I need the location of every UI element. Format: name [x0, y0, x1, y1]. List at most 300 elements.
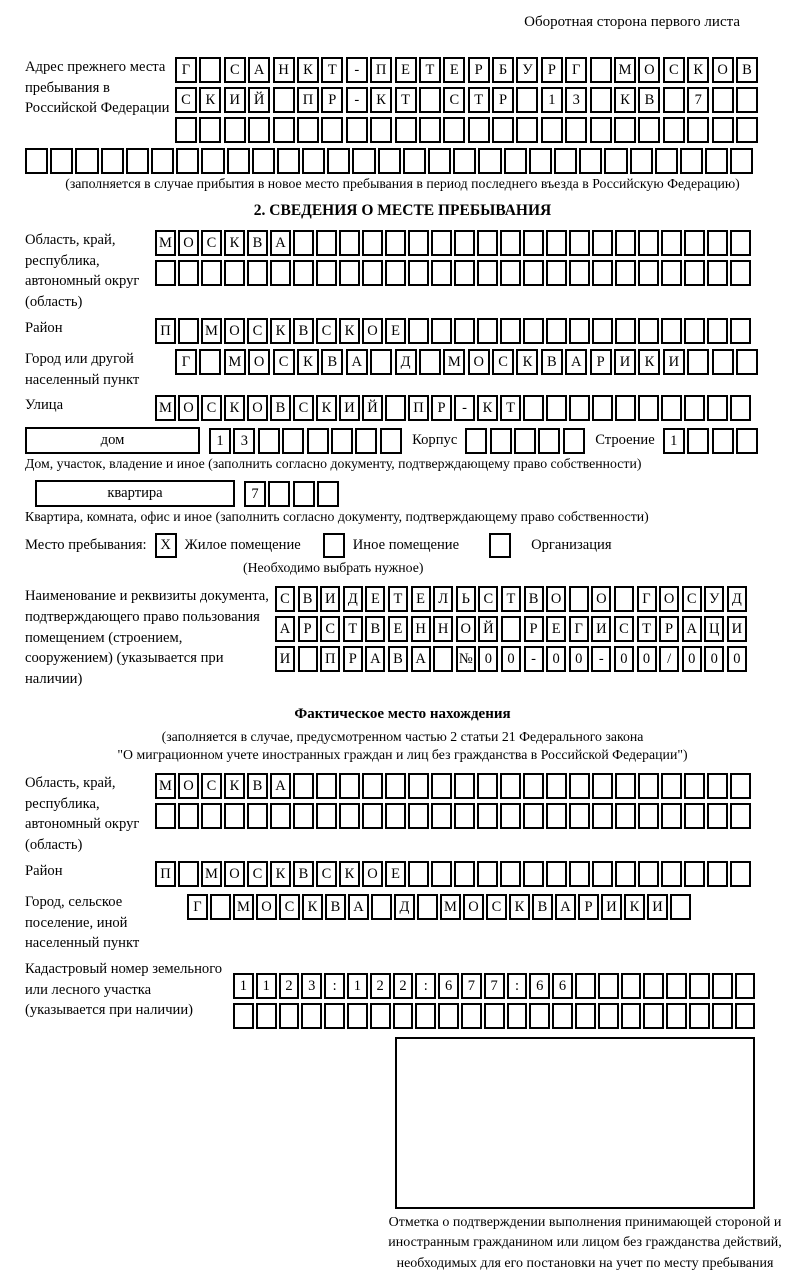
char-box[interactable] [431, 230, 452, 256]
char-box[interactable] [592, 803, 613, 829]
char-box[interactable]: 1 [347, 973, 368, 999]
char-box[interactable]: 0 [569, 646, 589, 672]
char-box[interactable]: П [320, 646, 340, 672]
char-box[interactable] [630, 148, 653, 174]
char-box[interactable] [546, 803, 567, 829]
char-box[interactable] [178, 803, 199, 829]
char-box[interactable] [293, 481, 315, 507]
char-box[interactable] [477, 260, 498, 286]
char-box[interactable]: О [546, 586, 566, 612]
char-box[interactable] [252, 148, 275, 174]
char-box[interactable] [316, 230, 337, 256]
char-box[interactable]: О [178, 773, 199, 799]
char-box[interactable]: О [248, 349, 270, 375]
char-box[interactable]: : [507, 973, 528, 999]
char-box[interactable]: Р [431, 395, 452, 421]
char-box[interactable] [615, 260, 636, 286]
char-box[interactable] [428, 148, 451, 174]
char-box[interactable]: Т [637, 616, 657, 642]
char-box[interactable]: 0 [637, 646, 657, 672]
char-box[interactable] [477, 318, 498, 344]
char-box[interactable]: А [270, 773, 291, 799]
char-box[interactable] [638, 260, 659, 286]
char-box[interactable] [592, 230, 613, 256]
char-box[interactable] [541, 117, 563, 143]
char-box[interactable] [293, 230, 314, 256]
char-box[interactable]: И [339, 395, 360, 421]
char-box[interactable]: - [454, 395, 475, 421]
char-box[interactable] [484, 1003, 505, 1029]
char-box[interactable] [643, 973, 664, 999]
char-box[interactable]: К [270, 861, 291, 887]
char-box[interactable] [176, 148, 199, 174]
char-box[interactable]: В [638, 87, 660, 113]
char-box[interactable] [661, 260, 682, 286]
char-box[interactable]: И [275, 646, 295, 672]
char-box[interactable] [370, 349, 392, 375]
char-box[interactable]: Е [385, 861, 406, 887]
char-box[interactable]: Е [388, 616, 408, 642]
char-box[interactable] [362, 773, 383, 799]
char-box[interactable] [454, 773, 475, 799]
char-box[interactable]: М [440, 894, 461, 920]
char-box[interactable]: 0 [682, 646, 702, 672]
char-box[interactable] [477, 773, 498, 799]
char-box[interactable] [500, 260, 521, 286]
char-box[interactable] [273, 87, 295, 113]
char-box[interactable] [684, 861, 705, 887]
char-box[interactable] [569, 230, 590, 256]
char-box[interactable]: : [415, 973, 436, 999]
char-box[interactable] [689, 1003, 710, 1029]
char-box[interactable] [461, 1003, 482, 1029]
char-box[interactable] [317, 481, 339, 507]
char-box[interactable] [270, 260, 291, 286]
char-box[interactable] [301, 1003, 322, 1029]
char-box[interactable] [592, 861, 613, 887]
char-box[interactable]: Р [343, 646, 363, 672]
char-box[interactable] [661, 803, 682, 829]
char-box[interactable]: В [325, 894, 346, 920]
char-box[interactable] [569, 803, 590, 829]
char-box[interactable] [403, 148, 426, 174]
char-box[interactable] [689, 973, 710, 999]
char-box[interactable] [339, 803, 360, 829]
house-type-box[interactable]: дом [25, 427, 200, 454]
char-box[interactable] [370, 117, 392, 143]
char-box[interactable]: У [704, 586, 724, 612]
char-box[interactable] [408, 861, 429, 887]
char-box[interactable] [590, 117, 612, 143]
char-box[interactable] [417, 894, 438, 920]
char-box[interactable] [362, 230, 383, 256]
char-box[interactable] [477, 861, 498, 887]
char-box[interactable]: А [365, 646, 385, 672]
char-box[interactable] [554, 148, 577, 174]
char-box[interactable]: - [346, 57, 368, 83]
other-premises-checkbox[interactable] [323, 533, 345, 558]
char-box[interactable] [178, 861, 199, 887]
char-box[interactable] [454, 230, 475, 256]
char-box[interactable] [546, 395, 567, 421]
char-box[interactable]: 1 [541, 87, 563, 113]
char-box[interactable] [592, 773, 613, 799]
char-box[interactable] [661, 230, 682, 256]
char-box[interactable]: 1 [209, 428, 231, 454]
char-box[interactable] [316, 803, 337, 829]
char-box[interactable]: К [224, 773, 245, 799]
char-box[interactable]: М [443, 349, 465, 375]
char-box[interactable]: О [224, 318, 245, 344]
char-box[interactable]: К [339, 318, 360, 344]
char-box[interactable]: Р [492, 87, 514, 113]
char-box[interactable] [75, 148, 98, 174]
char-box[interactable] [178, 260, 199, 286]
char-box[interactable]: В [321, 349, 343, 375]
char-box[interactable]: К [516, 349, 538, 375]
char-box[interactable]: Й [362, 395, 383, 421]
char-box[interactable]: А [348, 894, 369, 920]
char-box[interactable]: П [155, 861, 176, 887]
char-box[interactable]: Ь [456, 586, 476, 612]
char-box[interactable] [638, 395, 659, 421]
char-box[interactable] [155, 260, 176, 286]
char-box[interactable]: 0 [614, 646, 634, 672]
char-box[interactable] [362, 260, 383, 286]
char-box[interactable]: Н [411, 616, 431, 642]
char-box[interactable] [707, 260, 728, 286]
char-box[interactable]: В [532, 894, 553, 920]
char-box[interactable] [621, 973, 642, 999]
char-box[interactable] [707, 395, 728, 421]
char-box[interactable]: Т [343, 616, 363, 642]
char-box[interactable] [615, 318, 636, 344]
char-box[interactable] [516, 117, 538, 143]
char-box[interactable] [408, 230, 429, 256]
char-box[interactable] [155, 803, 176, 829]
char-box[interactable]: И [591, 616, 611, 642]
char-box[interactable] [730, 803, 751, 829]
char-box[interactable] [268, 481, 290, 507]
char-box[interactable] [529, 1003, 550, 1029]
char-box[interactable] [385, 260, 406, 286]
char-box[interactable] [477, 230, 498, 256]
char-box[interactable] [615, 803, 636, 829]
char-box[interactable] [468, 117, 490, 143]
char-box[interactable] [327, 148, 350, 174]
char-box[interactable]: О [224, 861, 245, 887]
char-box[interactable] [670, 894, 691, 920]
char-box[interactable]: О [468, 349, 490, 375]
char-box[interactable]: Д [343, 586, 363, 612]
char-box[interactable] [316, 260, 337, 286]
apartment-type-box[interactable]: квартира [35, 480, 235, 507]
char-box[interactable]: Р [590, 349, 612, 375]
char-box[interactable] [500, 318, 521, 344]
char-box[interactable]: К [477, 395, 498, 421]
char-box[interactable] [569, 260, 590, 286]
char-box[interactable]: К [370, 87, 392, 113]
char-box[interactable] [563, 428, 585, 454]
char-box[interactable]: Н [433, 616, 453, 642]
char-box[interactable]: 0 [727, 646, 747, 672]
char-box[interactable] [684, 773, 705, 799]
char-box[interactable] [500, 773, 521, 799]
char-box[interactable] [433, 646, 453, 672]
char-box[interactable] [453, 148, 476, 174]
char-box[interactable] [352, 148, 375, 174]
char-box[interactable]: О [659, 586, 679, 612]
char-box[interactable] [419, 87, 441, 113]
char-box[interactable]: О [362, 861, 383, 887]
char-box[interactable]: 6 [529, 973, 550, 999]
char-box[interactable]: П [370, 57, 392, 83]
char-box[interactable]: Р [541, 57, 563, 83]
char-box[interactable]: Е [411, 586, 431, 612]
char-box[interactable]: М [614, 57, 636, 83]
char-box[interactable]: 3 [233, 428, 255, 454]
char-box[interactable]: 6 [552, 973, 573, 999]
char-box[interactable] [408, 260, 429, 286]
char-box[interactable] [454, 260, 475, 286]
char-box[interactable]: С [293, 395, 314, 421]
char-box[interactable] [385, 773, 406, 799]
char-box[interactable] [707, 230, 728, 256]
char-box[interactable] [736, 428, 758, 454]
char-box[interactable] [277, 148, 300, 174]
char-box[interactable] [730, 861, 751, 887]
char-box[interactable] [380, 428, 402, 454]
char-box[interactable]: В [247, 230, 268, 256]
char-box[interactable] [385, 230, 406, 256]
char-box[interactable]: С [247, 318, 268, 344]
char-box[interactable] [408, 803, 429, 829]
char-box[interactable]: 1 [233, 973, 254, 999]
char-box[interactable] [546, 318, 567, 344]
char-box[interactable]: Н [273, 57, 295, 83]
char-box[interactable]: Г [175, 349, 197, 375]
char-box[interactable]: Р [659, 616, 679, 642]
char-box[interactable] [712, 349, 734, 375]
char-box[interactable] [638, 318, 659, 344]
char-box[interactable]: А [270, 230, 291, 256]
char-box[interactable]: В [270, 395, 291, 421]
char-box[interactable] [523, 395, 544, 421]
char-box[interactable] [666, 973, 687, 999]
char-box[interactable] [684, 803, 705, 829]
char-box[interactable] [500, 861, 521, 887]
char-box[interactable] [393, 1003, 414, 1029]
char-box[interactable]: А [346, 349, 368, 375]
char-box[interactable]: Ц [704, 616, 724, 642]
char-box[interactable]: К [339, 861, 360, 887]
char-box[interactable] [282, 428, 304, 454]
char-box[interactable] [592, 318, 613, 344]
char-box[interactable] [590, 57, 612, 83]
char-box[interactable]: К [224, 395, 245, 421]
char-box[interactable]: Т [395, 87, 417, 113]
char-box[interactable] [638, 117, 660, 143]
char-box[interactable] [227, 148, 250, 174]
char-box[interactable] [199, 117, 221, 143]
char-box[interactable]: М [201, 318, 222, 344]
char-box[interactable] [500, 230, 521, 256]
char-box[interactable]: В [298, 586, 318, 612]
char-box[interactable] [590, 87, 612, 113]
char-box[interactable] [419, 349, 441, 375]
char-box[interactable]: О [256, 894, 277, 920]
char-box[interactable]: 3 [565, 87, 587, 113]
char-box[interactable] [454, 318, 475, 344]
char-box[interactable]: 7 [461, 973, 482, 999]
char-box[interactable] [614, 586, 634, 612]
char-box[interactable]: С [614, 616, 634, 642]
char-box[interactable] [298, 646, 318, 672]
char-box[interactable] [316, 773, 337, 799]
char-box[interactable]: В [524, 586, 544, 612]
char-box[interactable]: С [279, 894, 300, 920]
char-box[interactable] [684, 260, 705, 286]
char-box[interactable]: С [486, 894, 507, 920]
char-box[interactable] [431, 318, 452, 344]
char-box[interactable] [385, 395, 406, 421]
char-box[interactable] [523, 773, 544, 799]
char-box[interactable]: Т [419, 57, 441, 83]
char-box[interactable] [431, 803, 452, 829]
char-box[interactable] [638, 861, 659, 887]
char-box[interactable]: 3 [301, 973, 322, 999]
char-box[interactable] [490, 428, 512, 454]
char-box[interactable]: П [297, 87, 319, 113]
char-box[interactable] [684, 395, 705, 421]
char-box[interactable]: Д [395, 349, 417, 375]
char-box[interactable] [126, 148, 149, 174]
char-box[interactable] [395, 117, 417, 143]
char-box[interactable] [385, 803, 406, 829]
char-box[interactable] [565, 117, 587, 143]
char-box[interactable] [552, 1003, 573, 1029]
char-box[interactable]: М [155, 230, 176, 256]
char-box[interactable] [431, 861, 452, 887]
char-box[interactable] [224, 117, 246, 143]
char-box[interactable]: Р [468, 57, 490, 83]
char-box[interactable] [546, 260, 567, 286]
char-box[interactable]: О [638, 57, 660, 83]
char-box[interactable] [638, 773, 659, 799]
char-box[interactable] [621, 1003, 642, 1029]
char-box[interactable]: 0 [546, 646, 566, 672]
char-box[interactable]: О [712, 57, 734, 83]
char-box[interactable] [443, 117, 465, 143]
char-box[interactable] [178, 318, 199, 344]
char-box[interactable]: - [591, 646, 611, 672]
char-box[interactable] [307, 428, 329, 454]
char-box[interactable] [638, 230, 659, 256]
char-box[interactable]: 0 [704, 646, 724, 672]
char-box[interactable] [579, 148, 602, 174]
char-box[interactable] [233, 1003, 254, 1029]
char-box[interactable] [736, 117, 758, 143]
char-box[interactable] [705, 148, 728, 174]
char-box[interactable]: И [224, 87, 246, 113]
char-box[interactable] [730, 148, 753, 174]
char-box[interactable] [735, 1003, 756, 1029]
char-box[interactable]: О [456, 616, 476, 642]
char-box[interactable]: В [293, 861, 314, 887]
char-box[interactable]: А [411, 646, 431, 672]
char-box[interactable] [638, 803, 659, 829]
char-box[interactable] [408, 318, 429, 344]
char-box[interactable] [507, 1003, 528, 1029]
char-box[interactable]: С [275, 586, 295, 612]
char-box[interactable]: 2 [393, 973, 414, 999]
char-box[interactable] [347, 1003, 368, 1029]
char-box[interactable]: П [155, 318, 176, 344]
char-box[interactable]: Т [501, 586, 521, 612]
char-box[interactable] [523, 318, 544, 344]
char-box[interactable] [687, 349, 709, 375]
char-box[interactable] [730, 318, 751, 344]
char-box[interactable]: 0 [501, 646, 521, 672]
char-box[interactable]: Е [395, 57, 417, 83]
char-box[interactable]: К [224, 230, 245, 256]
char-box[interactable] [661, 318, 682, 344]
char-box[interactable] [224, 803, 245, 829]
char-box[interactable] [523, 803, 544, 829]
char-box[interactable] [279, 1003, 300, 1029]
char-box[interactable]: Д [394, 894, 415, 920]
char-box[interactable]: К [297, 349, 319, 375]
char-box[interactable] [730, 395, 751, 421]
char-box[interactable] [516, 87, 538, 113]
char-box[interactable] [569, 773, 590, 799]
char-box[interactable]: Б [492, 57, 514, 83]
char-box[interactable] [735, 973, 756, 999]
char-box[interactable]: Т [321, 57, 343, 83]
char-box[interactable] [25, 148, 48, 174]
char-box[interactable]: О [178, 395, 199, 421]
char-box[interactable] [615, 395, 636, 421]
char-box[interactable]: С [201, 395, 222, 421]
char-box[interactable]: М [155, 773, 176, 799]
char-box[interactable]: О [247, 395, 268, 421]
char-box[interactable]: У [516, 57, 538, 83]
char-box[interactable] [465, 428, 487, 454]
char-box[interactable] [707, 318, 728, 344]
char-box[interactable] [687, 428, 709, 454]
char-box[interactable] [684, 318, 705, 344]
char-box[interactable] [247, 803, 268, 829]
char-box[interactable]: С [175, 87, 197, 113]
char-box[interactable]: И [727, 616, 747, 642]
char-box[interactable]: Г [565, 57, 587, 83]
char-box[interactable] [492, 117, 514, 143]
char-box[interactable]: Е [546, 616, 566, 642]
char-box[interactable]: М [224, 349, 246, 375]
char-box[interactable] [258, 428, 280, 454]
char-box[interactable] [730, 260, 751, 286]
char-box[interactable] [736, 349, 758, 375]
char-box[interactable] [454, 803, 475, 829]
char-box[interactable]: 7 [244, 481, 266, 507]
char-box[interactable]: К [316, 395, 337, 421]
char-box[interactable]: К [270, 318, 291, 344]
char-box[interactable]: С [492, 349, 514, 375]
char-box[interactable] [346, 117, 368, 143]
char-box[interactable]: В [388, 646, 408, 672]
char-box[interactable]: Г [175, 57, 197, 83]
char-box[interactable]: И [614, 349, 636, 375]
